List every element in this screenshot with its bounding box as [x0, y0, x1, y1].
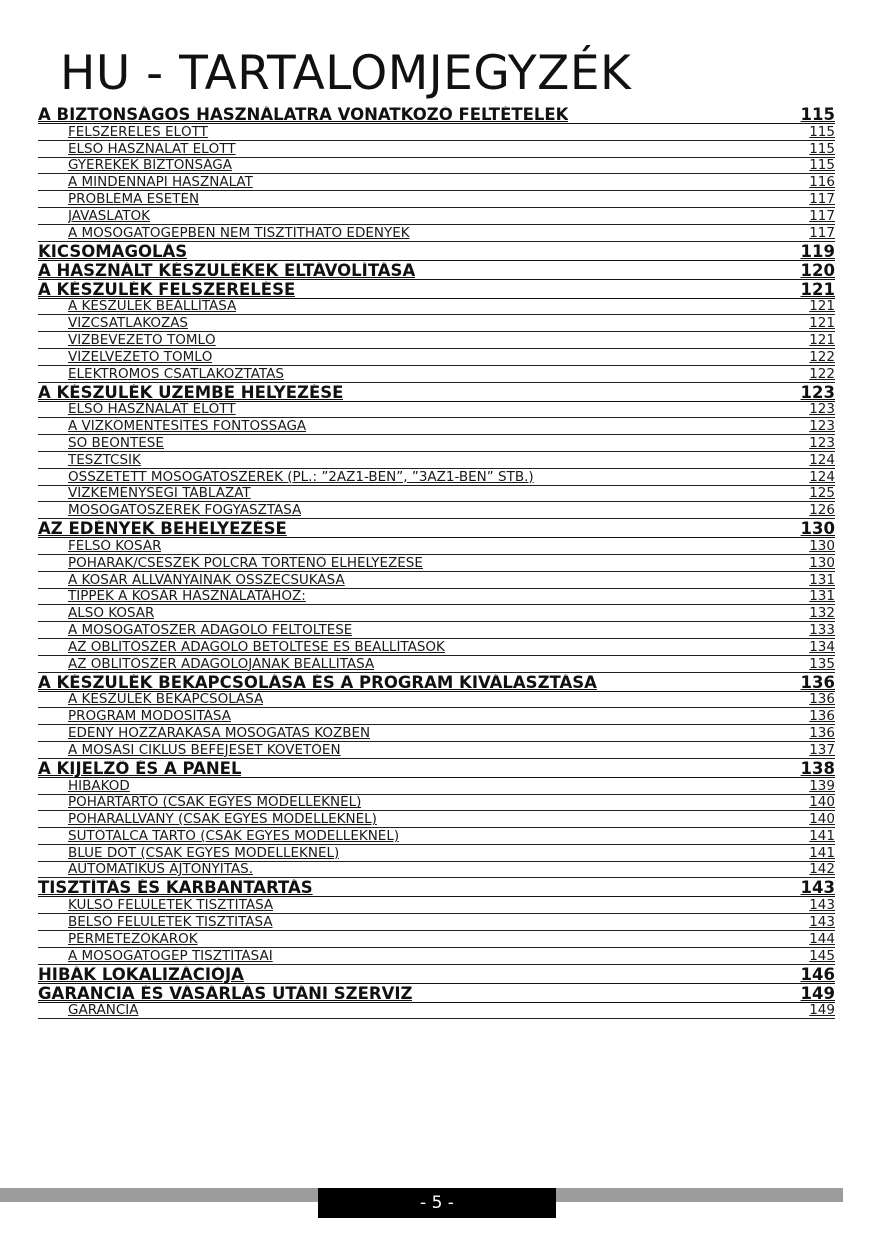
- toc-entry-label: A MOSOGATÓGÉPBEN NEM TISZTÍTHATÓ EDÉNYEK: [68, 225, 410, 241]
- toc-entry-page: 122: [809, 365, 835, 382]
- toc-entry-page: 124: [809, 451, 835, 468]
- toc-entry-page: 130: [800, 519, 835, 539]
- toc-entry-label: A KÉSZÜLÉK FELSZERELÉSE: [38, 280, 296, 298]
- toc-entry-label: FELSŐ KOSÁR: [68, 538, 162, 554]
- toc-entry-label: A MINDENNAPI HASZNÁLAT: [68, 175, 253, 191]
- toc-entry-label: ÖSSZETETT MOSOGATÓSZEREK (PL.: ”2AZ1-BEN”, ”3AZ1-BEN” STB.): [68, 469, 534, 485]
- toc-entry-page: 140: [809, 811, 835, 828]
- toc-entry-page: 133: [809, 622, 835, 638]
- table-of-contents: [38, 105, 835, 1019]
- toc-entry-page: 136: [809, 691, 835, 708]
- toc-subsection[interactable]: [38, 486, 835, 503]
- toc-subsection[interactable]: [38, 948, 835, 965]
- toc-subsection[interactable]: [38, 402, 835, 419]
- toc-subsection[interactable]: [38, 795, 835, 812]
- toc-subsection[interactable]: [38, 158, 835, 175]
- toc-entry-label: AUTOMATIKUS AJTÓNYITÁS.: [68, 862, 253, 878]
- toc-entry-page: 123: [809, 435, 835, 451]
- toc-entry-label: VÍZKEMÉNYSÉGI TÁBLÁZAT: [68, 486, 251, 502]
- toc-entry-label: TESZTCSÍK: [68, 452, 141, 468]
- toc-entry-page: 121: [809, 298, 835, 315]
- toc-entry-label: ELEKTROMOS CSATLAKOZTATÁS: [68, 366, 284, 382]
- toc-entry-label: GARANCIA ÉS VÁSÁRLÁS UTÁNI SZERVIZ: [38, 984, 413, 1002]
- toc-subsection[interactable]: [38, 572, 835, 589]
- toc-section[interactable]: [38, 383, 835, 402]
- toc-entry-page: 143: [809, 897, 835, 914]
- toc-entry-label: HIBAKÓD: [68, 778, 130, 794]
- toc-entry-label: HIBÁK LOKALIZÁCIÓJA: [38, 965, 244, 983]
- toc-entry-page: 121: [809, 315, 835, 332]
- toc-entry-label: POHARAK/CSÉSZÉK POLCRA TÖRTÉNŐ ELHELYEZÉSE: [68, 555, 423, 571]
- toc-entry-label: PROGRAM MÓDOSÍTÁSA: [68, 709, 231, 725]
- toc-entry-label: TISZTÍTÁS ÉS KARBANTARTÁS: [38, 879, 313, 897]
- toc-subsection[interactable]: [38, 366, 835, 383]
- toc-entry-page: 145: [809, 947, 835, 964]
- toc-subsection[interactable]: [38, 332, 835, 349]
- toc-subsection[interactable]: [38, 605, 835, 622]
- toc-subsection[interactable]: [38, 315, 835, 332]
- toc-entry-page: 138: [800, 758, 835, 778]
- toc-entry-label: A HASZNÁLT KÉSZÜLÉKEK ELTÁVOLÍTÁSA: [38, 261, 416, 279]
- toc-entry-label: A MOSOGATÓGÉP TISZTÍTÁSAI: [68, 948, 273, 964]
- toc-entry-page: 136: [800, 672, 835, 692]
- toc-entry-label: SÜTŐTÁLCA TARTÓ (CSAK EGYES MODELLEKNÉL): [68, 828, 400, 844]
- toc-subsection[interactable]: [38, 208, 835, 225]
- toc-subsection[interactable]: [38, 124, 835, 141]
- toc-entry-label: TIPPEK A KOSÁR HASZNÁLATÁHOZ:: [68, 589, 306, 605]
- toc-entry-label: A VÍZKŐMENTESÍTÉS FONTOSSÁGA: [68, 419, 307, 435]
- toc-entry-page: 142: [809, 861, 835, 878]
- toc-entry-label: A MOSÁSI CIKLUS BEFEJESÉT KÖVETŐEN: [68, 742, 341, 758]
- toc-entry-label: SÓ BEÖNTÉSE: [68, 435, 164, 451]
- toc-section[interactable]: [38, 984, 835, 1003]
- toc-entry-label: AZ ÖBLÍTŐSZER ADAGOLÓJÁNAK BEÁLLÍTÁSA: [68, 656, 375, 672]
- toc-entry-page: 130: [809, 538, 835, 554]
- toc-entry-page: 121: [809, 332, 835, 348]
- toc-subsection[interactable]: [38, 778, 835, 795]
- toc-entry-page: 143: [809, 914, 835, 931]
- toc-subsection[interactable]: [38, 141, 835, 158]
- toc-entry-label: A BIZTONSÁGOS HASZNÁLATRA VONATKOZÓ FELTÉTELEK: [38, 106, 569, 123]
- toc-entry-label: ELSŐ HASZNÁLAT ELŐTT: [68, 402, 236, 418]
- toc-entry-page: 123: [809, 418, 835, 435]
- toc-entry-label: PERMETEZŐKAROK: [68, 931, 198, 947]
- toc-entry-label: A KÉSZÜLÉK BEKAPCSOLÁSA ÉS A PROGRAM KIVÁLASZTÁSA: [38, 673, 597, 691]
- toc-subsection[interactable]: [38, 828, 835, 845]
- toc-entry-page: 125: [809, 485, 835, 502]
- toc-section[interactable]: [38, 242, 835, 261]
- toc-entry-page: 126: [809, 502, 835, 519]
- toc-entry-label: ELSŐ HASZNÁLAT ELŐTT: [68, 141, 236, 157]
- toc-subsection[interactable]: [38, 708, 835, 725]
- toc-subsection[interactable]: [38, 349, 835, 366]
- toc-subsection[interactable]: [38, 174, 835, 191]
- toc-entry-page: 116: [809, 174, 835, 191]
- toc-entry-label: GYEREKEK BIZTONSÁGA: [68, 158, 232, 174]
- toc-entry-page: 124: [809, 468, 835, 485]
- toc-entry-label: VÍZBEVEZETŐ TÖMLŐ: [68, 332, 216, 348]
- toc-subsection[interactable]: [38, 502, 835, 519]
- toc-entry-label: A KIJELZŐ ÉS A PANEL: [38, 759, 242, 777]
- toc-section[interactable]: [38, 759, 835, 778]
- toc-subsection[interactable]: [38, 931, 835, 948]
- toc-entry-page: 135: [809, 655, 835, 672]
- toc-entry-label: A KÉSZÜLÉK BEÁLLÍTÁSA: [68, 299, 237, 315]
- toc-entry-label: MOSOGATÓSZEREK FOGYASZTÁSA: [68, 503, 302, 519]
- toc-entry-label: BLUE DOT (CSAK EGYES MODELLEKNÉL): [68, 845, 340, 861]
- toc-subsection[interactable]: [38, 897, 835, 914]
- toc-subsection[interactable]: [38, 742, 835, 759]
- toc-subsection[interactable]: [38, 656, 835, 673]
- toc-entry-label: BELSŐ FELÜLETEK TISZTÍTÁSA: [68, 915, 273, 931]
- toc-entry-label: KÜLSŐ FELÜLETEK TISZTÍTÁSA: [68, 898, 274, 914]
- toc-subsection[interactable]: [38, 452, 835, 469]
- toc-subsection[interactable]: [38, 225, 835, 242]
- toc-subsection[interactable]: [38, 1003, 835, 1020]
- toc-entry-page: 141: [809, 844, 835, 861]
- toc-subsection[interactable]: [38, 469, 835, 486]
- toc-subsection[interactable]: [38, 862, 835, 879]
- toc-section[interactable]: [38, 673, 835, 692]
- toc-entry-page: 123: [809, 401, 835, 418]
- toc-entry-page: 131: [809, 571, 835, 588]
- toc-entry-page: 139: [809, 777, 835, 794]
- toc-subsection[interactable]: [38, 845, 835, 862]
- toc-entry-label: POHÁRÁLLVÁNY (CSAK EGYES MODELLEKNÉL): [68, 812, 377, 828]
- toc-entry-page: 143: [800, 878, 835, 898]
- toc-entry-page: 136: [809, 708, 835, 725]
- toc-subsection[interactable]: [38, 622, 835, 639]
- toc-entry-label: KICSOMAGOLÁS: [38, 242, 188, 260]
- toc-subsection[interactable]: [38, 639, 835, 656]
- toc-entry-page: 131: [809, 588, 835, 605]
- toc-entry-label: A KÉSZÜLÉK BEKAPCSOLÁSA: [68, 692, 264, 708]
- toc-entry-page: 132: [809, 605, 835, 622]
- toc-subsection[interactable]: [38, 418, 835, 435]
- toc-entry-label: POHÁRTARTÓ (CSAK EGYES MODELLEKNÉL): [68, 795, 362, 811]
- toc-entry-page: 122: [809, 348, 835, 365]
- toc-entry-page: 149: [809, 1002, 835, 1019]
- toc-entry-label: PROBLÉMA ESETÉN: [68, 191, 200, 207]
- toc-entry-label: A MOSOGATÓSZER ADAGOLÓ FELTÖLTÉSE: [68, 622, 353, 638]
- toc-entry-page: 136: [809, 725, 835, 741]
- toc-entry-label: AZ ÖBLÍTŐSZER ADAGOLÓ BETÖLTÉSE ÉS BEÁLLÍTÁSOK: [68, 639, 445, 655]
- toc-section[interactable]: [38, 261, 835, 280]
- toc-section[interactable]: [38, 878, 835, 897]
- toc-subsection[interactable]: [38, 538, 835, 555]
- toc-entry-label: A KOSÁR ÁLLVÁNYAINAK ÖSSZECSUKÁSA: [68, 572, 345, 588]
- toc-section[interactable]: [38, 105, 835, 124]
- toc-entry-label: ALSÓ KOSÁR: [68, 606, 155, 622]
- toc-entry-page: 115: [809, 124, 835, 140]
- toc-subsection[interactable]: [38, 725, 835, 742]
- toc-entry-page: 120: [800, 260, 835, 280]
- toc-entry-page: 115: [800, 105, 835, 124]
- toc-entry-label: AZ EDÉNYEK BEHELYEZÉSE: [38, 520, 287, 538]
- toc-entry-page: 123: [800, 382, 835, 402]
- toc-entry-page: 115: [809, 140, 835, 157]
- toc-entry-page: 144: [809, 931, 835, 947]
- toc-subsection[interactable]: [38, 914, 835, 931]
- toc-subsection[interactable]: [38, 299, 835, 316]
- toc-entry-label: FELSZERELÉS ELŐTT: [68, 124, 208, 140]
- toc-subsection[interactable]: [38, 191, 835, 208]
- toc-entry-label: JAVASLATOK: [68, 208, 151, 224]
- toc-entry-label: GARANCIA: [68, 1003, 139, 1019]
- toc-subsection[interactable]: [38, 555, 835, 572]
- toc-entry-page: 119: [800, 241, 835, 261]
- toc-entry-page: 117: [809, 191, 835, 207]
- toc-entry-page: 130: [809, 554, 835, 571]
- toc-entry-label: EDÉNY HOZZÁRAKÁSA MOSOGATÁS KÖZBEN: [68, 725, 371, 741]
- toc-subsection[interactable]: [38, 811, 835, 828]
- page-title: HU - TARTALOMJEGYZÉK: [60, 46, 632, 101]
- toc-entry-page: 140: [809, 794, 835, 811]
- toc-entry-label: VÍZELVEZETŐ TÖMLŐ: [68, 349, 213, 365]
- toc-entry-page: 134: [809, 638, 835, 655]
- toc-entry-page: 121: [800, 279, 835, 299]
- toc-entry-page: 137: [809, 741, 835, 758]
- toc-entry-page: 117: [809, 224, 835, 241]
- toc-entry-page: 146: [800, 964, 835, 984]
- toc-subsection[interactable]: [38, 692, 835, 709]
- toc-subsection[interactable]: [38, 589, 835, 606]
- toc-entry-page: 141: [809, 828, 835, 844]
- page-number: - 5 -: [318, 1188, 556, 1218]
- toc-entry-label: A KÉSZÜLÉK ÜZEMBE HELYEZÉSE: [38, 383, 344, 401]
- toc-subsection[interactable]: [38, 435, 835, 452]
- toc-entry-page: 115: [809, 157, 835, 174]
- toc-section[interactable]: [38, 280, 835, 299]
- toc-entry-page: 117: [809, 207, 835, 224]
- toc-section[interactable]: [38, 519, 835, 538]
- toc-section[interactable]: [38, 965, 835, 984]
- toc-entry-label: VÍZCSATLAKOZÁS: [68, 316, 189, 332]
- toc-entry-page: 149: [800, 983, 835, 1003]
